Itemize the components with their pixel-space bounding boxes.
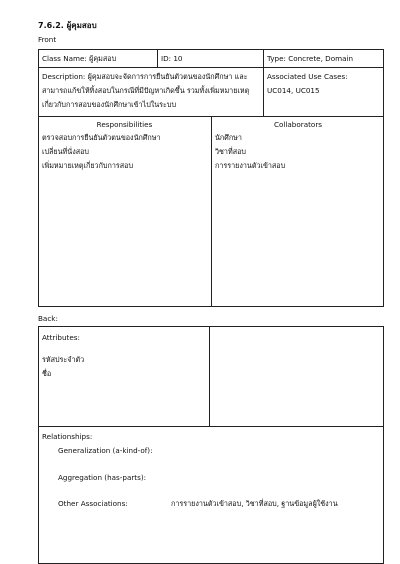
front-col-divider-2 [263, 49, 264, 116]
back-col-divider [209, 326, 210, 426]
attributes-label: Attributes: [42, 333, 80, 342]
generalization-label: Generalization (a-kind-of): [58, 446, 153, 455]
front-row-divider-1 [38, 67, 384, 68]
responsibility-item: ตรวจสอบการยืนยันตัวตนของนักศึกษา [42, 133, 161, 142]
responsibilities-header: Responsibilities [96, 120, 153, 129]
responsibility-item: เพิ่มหมายเหตุเกี่ยวกับการสอบ [42, 161, 134, 170]
description-line-1: Description: ผู้คุมสอบจะจัดการการยืนยันตัวตนของนักศึกษา และ [42, 72, 248, 81]
attribute-item: รหัสประจำตัว [42, 355, 85, 364]
collaborator-item: การรายงานตัวเข้าสอบ [215, 161, 286, 170]
associated-use-cases: UC014, UC015 [267, 86, 320, 95]
front-col-divider-3 [211, 116, 212, 307]
class-id: ID: 10 [161, 54, 183, 63]
other-associations-label: Other Associations: [58, 499, 128, 508]
associated-use-cases-label: Associated Use Cases: [267, 72, 348, 81]
back-card [38, 326, 384, 564]
description-line-3: เกี่ยวกับการสอบของนักศึกษาเข้าไปในระบบ [42, 100, 177, 109]
responsibility-item: เปลี่ยนที่นั่งสอบ [42, 147, 89, 156]
aggregation-label: Aggregation (has-parts): [58, 473, 147, 482]
attribute-item: ชื่อ [42, 369, 52, 378]
class-name: Class Name: ผู้คุมสอบ [42, 54, 117, 63]
class-type: Type: Concrete, Domain [267, 54, 354, 63]
back-label: Back: [38, 314, 58, 323]
front-col-divider-1 [157, 49, 158, 67]
section-title: 7.6.2. ผู้คุมสอบ [38, 21, 97, 30]
other-associations: การรายงานตัวเข้าสอบ, วิชาที่สอบ, ฐานข้อมูลผู้ใช้งาน [171, 499, 338, 508]
collaborators-header: Collaborators [273, 120, 323, 129]
collaborator-item: นักศึกษา [215, 133, 242, 142]
front-label: Front [38, 35, 57, 44]
collaborator-item: วิชาที่สอบ [215, 147, 246, 156]
back-row-divider [38, 426, 384, 427]
description-line-2: สามารถแก้ขให้ทิ้งสอบในกรณีที่มีปัญหาเกิดขึ้น รวมทั้งเพิ่มหมายเหตุ [42, 86, 250, 95]
relationships-label: Relationships: [42, 432, 93, 441]
